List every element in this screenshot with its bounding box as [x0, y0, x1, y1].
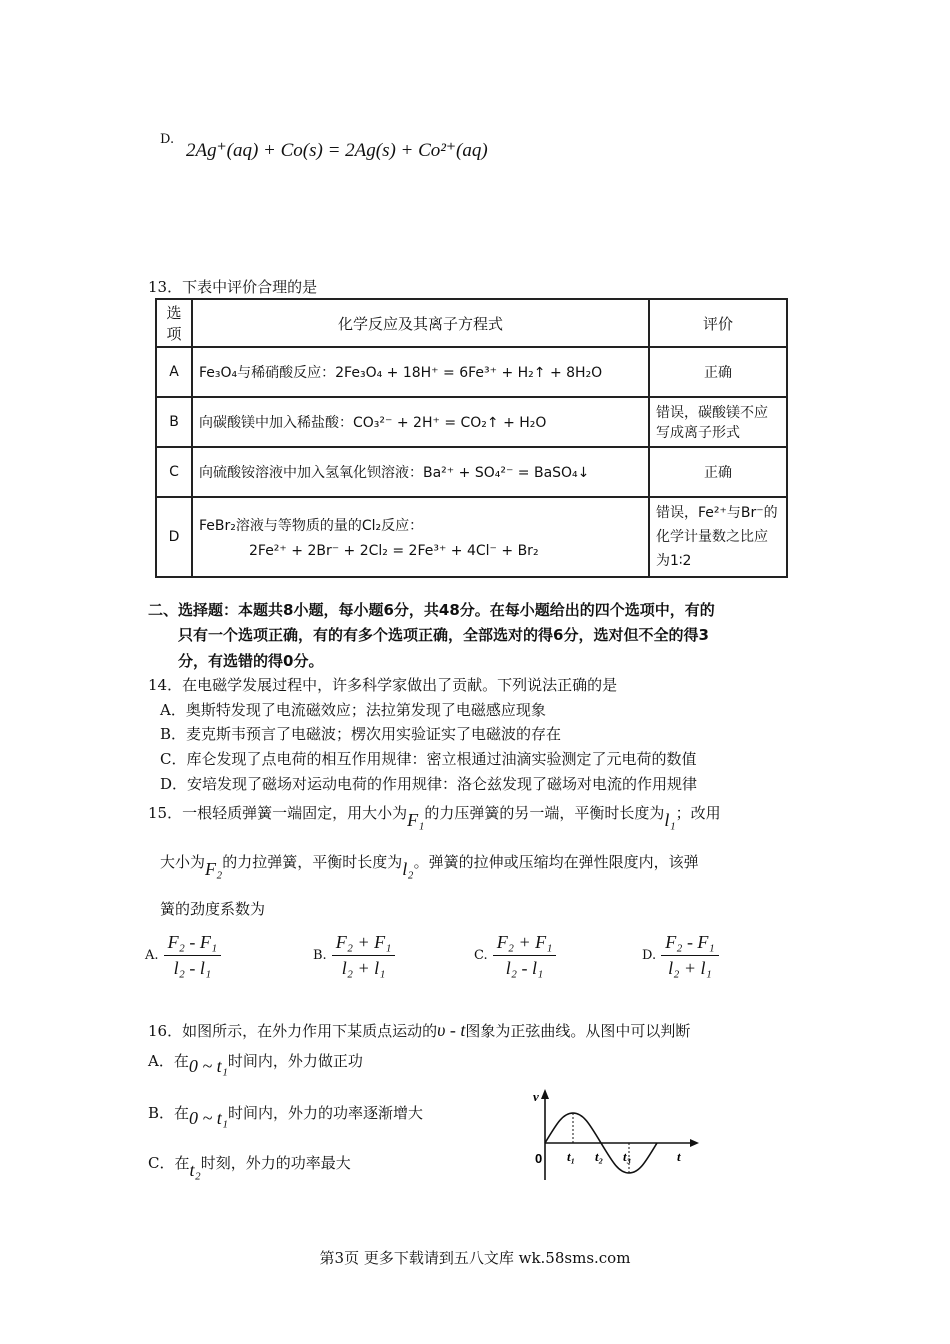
table-row: [156, 397, 787, 447]
q16-option-a-suffix: 时间内，外力做正功: [227, 1052, 363, 1070]
q16-stem-part2: 图象为正弦曲线。从图中可以判断: [465, 1022, 691, 1040]
t2-label: t₂: [595, 1149, 604, 1164]
row-option: A: [156, 347, 192, 397]
q16-option-a: [148, 1050, 363, 1076]
section2-line1: 二、选择题：本题共8小题，每小题6分，共48分。在每小题给出的四个选项中，有的: [148, 601, 715, 619]
x-axis-arrow: [690, 1139, 699, 1147]
q14-option-a: A．奥斯特发现了电流磁效应；法拉第发现了电磁感应现象: [160, 701, 546, 719]
row-evaluation: 错误，Fe²⁺与Br⁻的化学计量数之比应为1∶2: [649, 497, 787, 577]
q15-option-label: A.: [145, 948, 159, 963]
fraction: [661, 932, 719, 979]
q15-option-a: [145, 932, 221, 979]
q16-option-c-math: t₂: [189, 1160, 201, 1180]
fraction-denominator: l₂ - l₁: [173, 958, 212, 978]
y-axis-arrow: [541, 1089, 549, 1099]
q16-option-c: [148, 1152, 351, 1180]
q15-f2: F₂: [205, 859, 223, 879]
row-reaction: Fe₃O₄与稀硝酸反应：2Fe₃O₄ + 18H⁺ = 6Fe³⁺ + H₂↑ + 8H₂O: [192, 347, 649, 397]
q16-option-c-prefix: C．在: [148, 1154, 190, 1172]
section2-line3: 分，有选错的得0分。: [178, 652, 324, 670]
row-reaction-line2: 2Fe²⁺ + 2Br⁻ + 2Cl₂ = 2Fe³⁺ + 4Cl⁻ + Br₂: [249, 543, 539, 559]
q16-option-b: [148, 1102, 424, 1128]
q15-option-label: B.: [313, 948, 327, 963]
q15-option-c: [474, 932, 556, 979]
q15-stem-part5: 的力拉弹簧，平衡时长度为: [222, 853, 403, 871]
header-reaction: 化学反应及其离子方程式: [192, 299, 649, 347]
vt-graph: [525, 1085, 705, 1185]
q15-f1: F₁: [407, 810, 425, 830]
q15-l2: l₂: [402, 859, 414, 879]
row-reaction: [192, 497, 649, 577]
q15-stem-part4: 大小为: [160, 853, 206, 871]
table-row: [156, 347, 787, 397]
q16-option-b-math: 0 ~ t₁: [189, 1108, 229, 1128]
y-axis-label: v: [533, 1089, 539, 1104]
q13-stem: 13．下表中评价合理的是: [148, 278, 318, 296]
page-footer: 第3页 更多下载请到五八文库 wk.58sms.com: [319, 1249, 631, 1267]
row-evaluation: 正确: [649, 447, 787, 497]
row-option: B: [156, 397, 192, 447]
q15-stem-line1: [148, 802, 721, 830]
header-option: 选项: [156, 299, 192, 347]
q15-stem-part6: 。弹簧的拉伸或压缩均在弹性限度内，该弹: [413, 853, 699, 871]
row-reaction: 向碳酸镁中加入稀盐酸：CO₃²⁻ + 2H⁺ = CO₂↑ + H₂O: [192, 397, 649, 447]
row-reaction: 向硫酸铵溶液中加入氢氧化钡溶液：Ba²⁺ + SO₄²⁻ = BaSO₄↓: [192, 447, 649, 497]
q16-option-a-prefix: A．在: [148, 1052, 189, 1070]
q16-option-a-math: 0 ~ t₁: [188, 1056, 228, 1076]
header-evaluation: 评价: [649, 299, 787, 347]
table-header-row: [156, 299, 787, 347]
row-evaluation: 正确: [649, 347, 787, 397]
fraction-denominator: l₂ + l₁: [341, 958, 386, 978]
row-option: C: [156, 447, 192, 497]
row-evaluation: 错误，碳酸镁不应写成离子形式: [649, 397, 787, 447]
fraction-denominator: l₂ - l₁: [505, 958, 544, 978]
t1-label: t₁: [567, 1149, 576, 1164]
q16-vt: υ - t: [437, 1020, 466, 1040]
fraction-denominator: l₂ + l₁: [668, 958, 712, 978]
table-row: [156, 447, 787, 497]
q15-stem-line3: 簧的劲度系数为: [160, 900, 266, 918]
fraction-numerator: F₂ - F₁: [661, 932, 719, 956]
q16-stem: [148, 1020, 690, 1041]
q15-stem-part2: 的力压弹簧的另一端，平衡时长度为: [424, 804, 665, 822]
fraction-numerator: F₂ - F₁: [164, 932, 222, 956]
q15-stem-part1: 15．一根轻质弹簧一端固定，用大小为: [148, 804, 408, 822]
origin-label: 0: [535, 1151, 543, 1166]
t3-label: t₃: [623, 1149, 632, 1164]
q15-option-d: [642, 932, 719, 979]
q15-option-label: D.: [642, 948, 657, 963]
q15-l1: l₁: [664, 810, 676, 830]
row-reaction-line1: FeBr₂溶液与等物质的量的Cl₂反应：: [199, 518, 424, 534]
table-row: [156, 497, 787, 577]
fraction: [332, 932, 396, 979]
q15-option-b: [313, 932, 395, 979]
x-axis-label: t: [677, 1149, 681, 1164]
fraction: [493, 932, 557, 979]
q12-option-d-equation: 2Ag⁺(aq) + Co(s) = 2Ag(s) + Co²⁺(aq): [186, 140, 488, 161]
q14-option-b: B．麦克斯韦预言了电磁波；楞次用实验证实了电磁波的存在: [160, 725, 562, 743]
q16-option-b-suffix: 时间内，外力的功率逐渐增大: [228, 1104, 424, 1122]
fraction-numerator: F₂ + F₁: [332, 932, 396, 956]
q14-stem: 14．在电磁学发展过程中，许多科学家做出了贡献。下列说法正确的是: [148, 676, 618, 694]
q15-stem-line2: [160, 851, 699, 879]
q16-option-c-suffix: 时刻，外力的功率最大: [200, 1154, 351, 1172]
q14-option-d: D．安培发现了磁场对运动电荷的作用规律：洛仑兹发现了磁场对电流的作用规律: [160, 775, 698, 793]
q12-option-d-label: D.: [160, 132, 175, 147]
q14-option-c: C．库仑发现了点电荷的相互作用规律：密立根通过油滴实验测定了元电荷的数值: [160, 750, 697, 768]
section2-line2: 只有一个选项正确，有的有多个选项正确，全部选对的得6分，选对但不全的得3: [178, 626, 709, 644]
row-option: D: [156, 497, 192, 577]
q15-stem-part3: ；改用: [675, 804, 721, 822]
q16-stem-part1: 16．如图所示，在外力作用下某质点运动的: [148, 1022, 438, 1040]
q13-table: [155, 298, 788, 578]
fraction-numerator: F₂ + F₁: [493, 932, 557, 956]
fraction: [164, 932, 222, 979]
q16-option-b-prefix: B．在: [148, 1104, 190, 1122]
q15-option-label: C.: [474, 948, 488, 963]
